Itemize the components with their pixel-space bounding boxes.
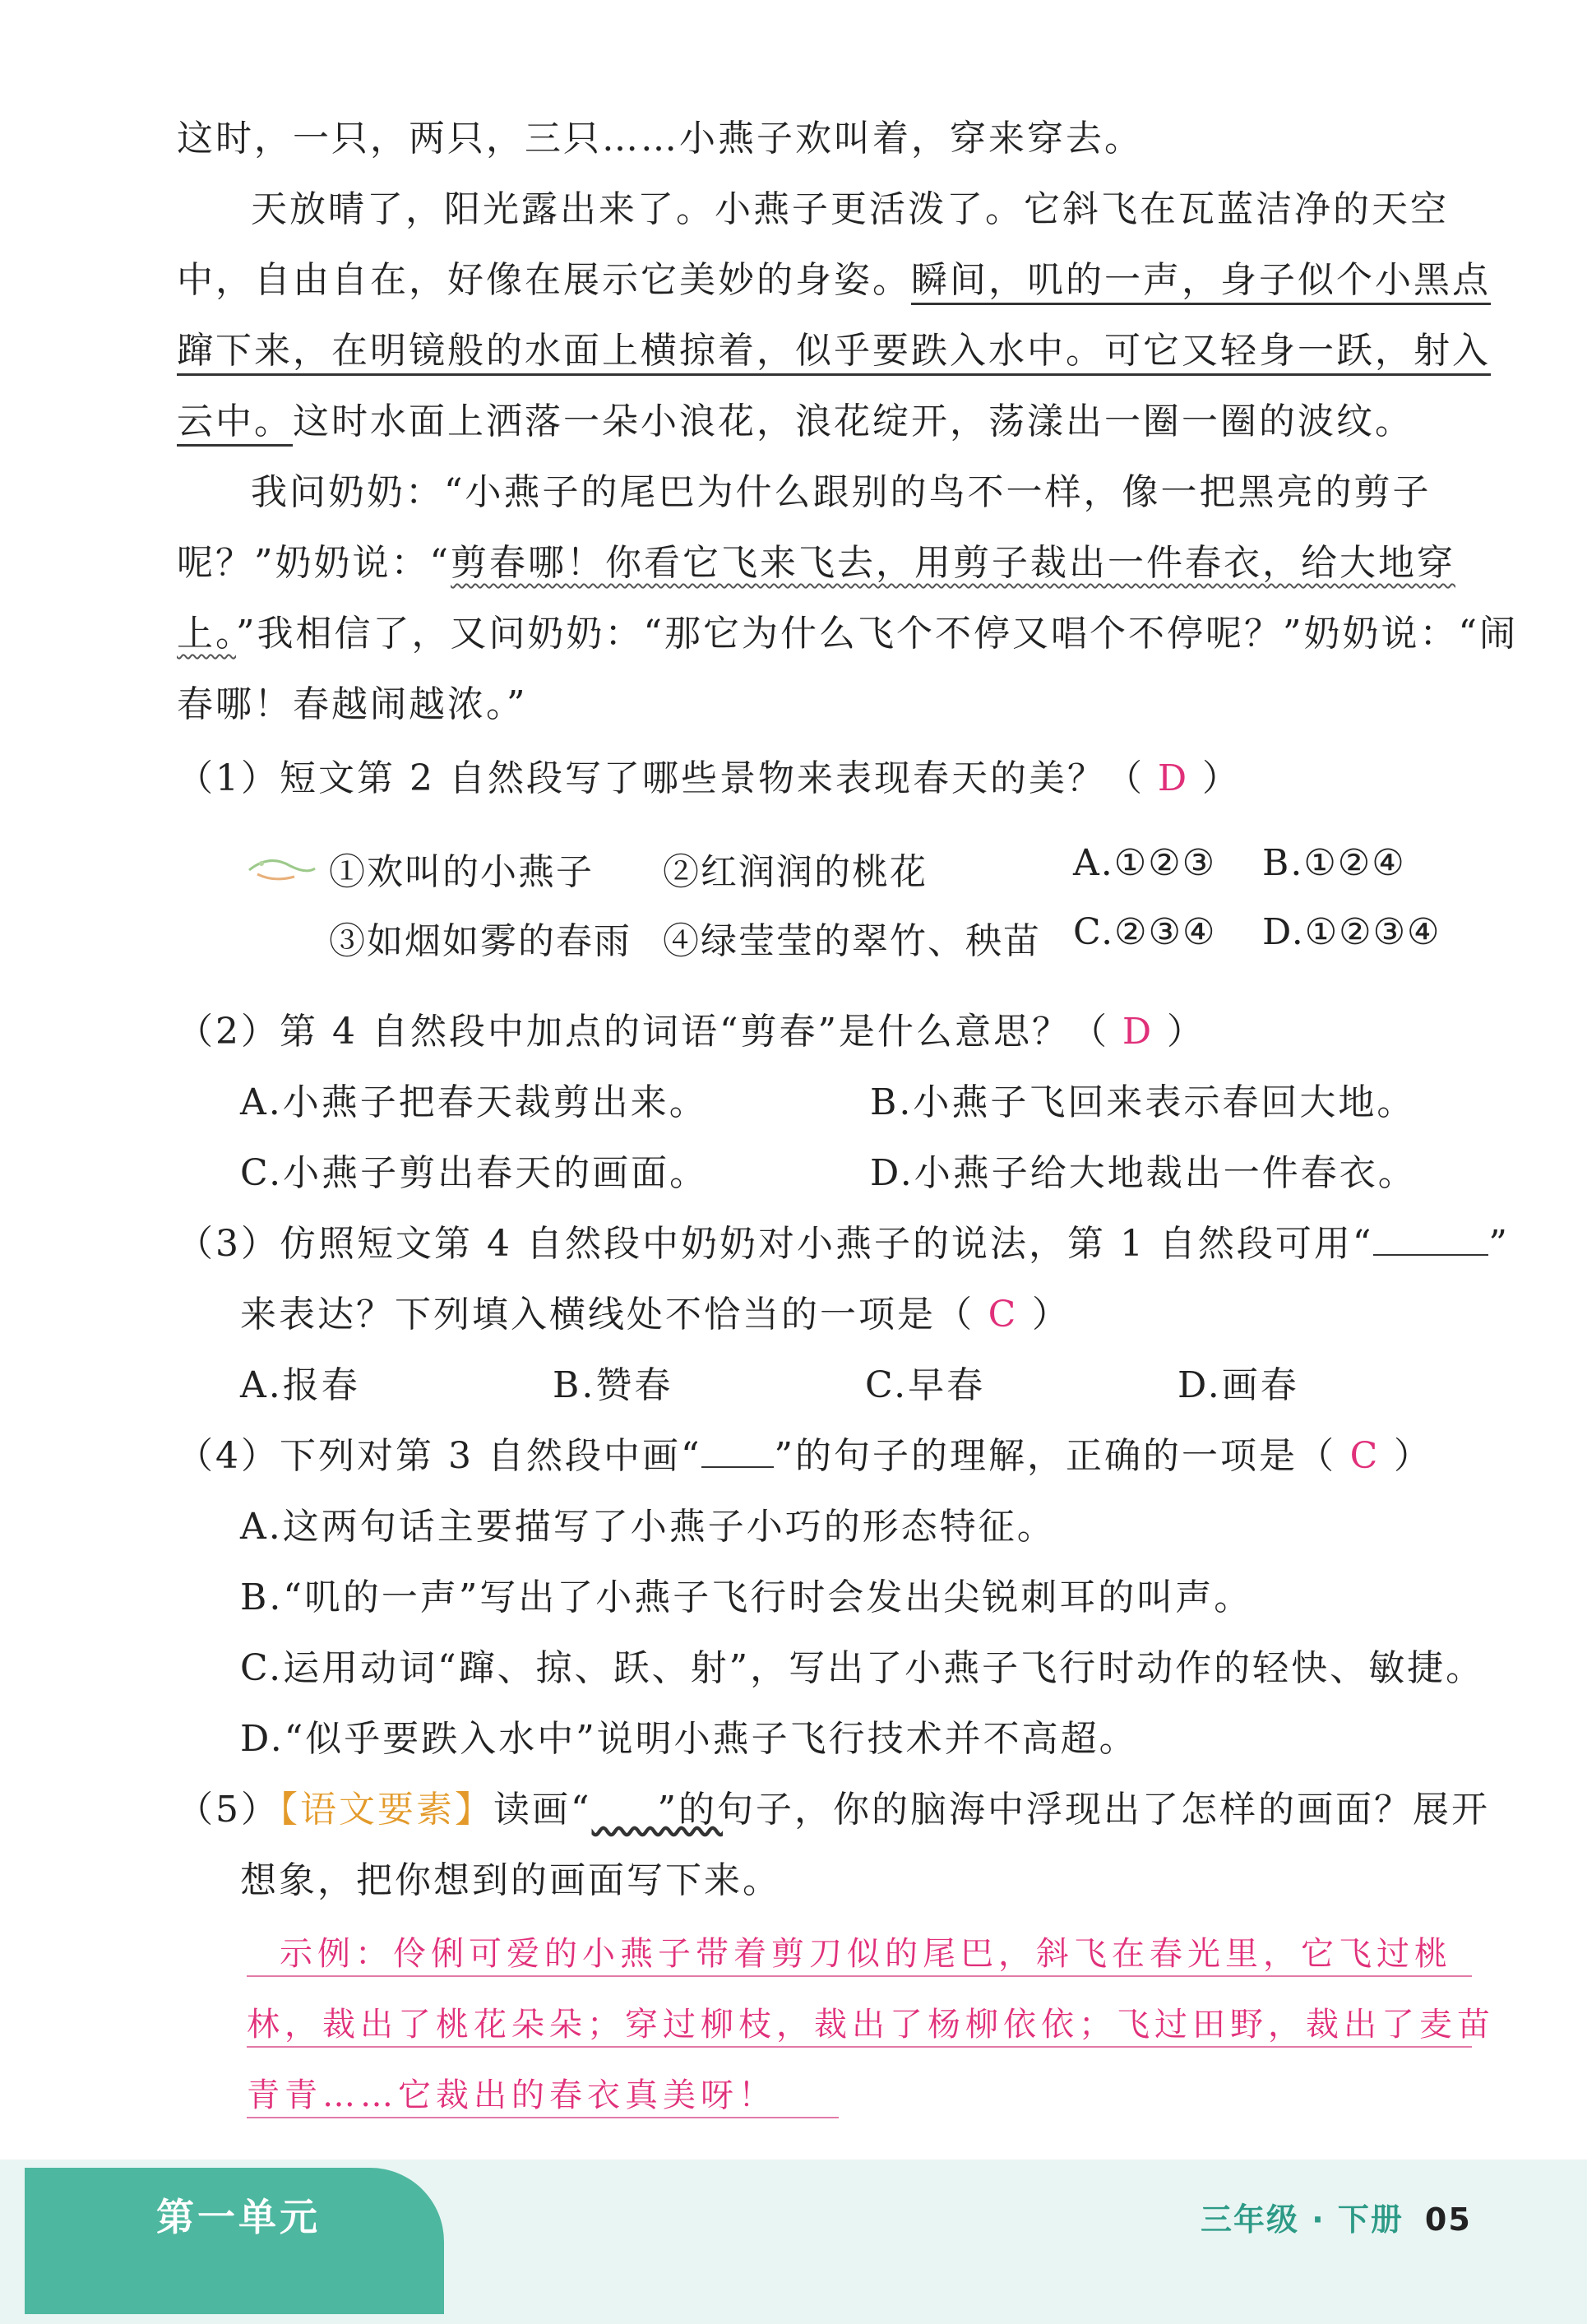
choice-d: D.画春 [1178,1364,1299,1406]
passage-line [177,533,1455,586]
passage-text: 春哪！春越闹越浓。” [177,683,528,725]
answer-mark: C [1349,1435,1381,1477]
question-4: （4）下列对第 3 自然段中画“ ”的句子的理解，正确的一项是（ C ） [177,1435,1432,1477]
question-stem: 来表达？下列填入横线处不恰当的一项是（ [240,1294,974,1336]
answer-rule [247,2046,1472,2048]
choice-b: B.小燕子飞回来表示春回大地。 [870,1081,1416,1123]
wavy-underlined-sentence: 上。 [177,613,236,655]
passage-line [177,391,1413,444]
passage-text: 中，自由自在，好像在展示它美妙的身姿。 [177,259,911,301]
choice-a: A.报春 [240,1364,360,1406]
question-1 [177,748,1241,801]
choice-b: B.①②④ [1262,842,1406,884]
underlined-sentence: 云中。 [177,400,293,447]
footer-info [1201,2194,1472,2239]
choice-a: A.小燕子把春天裁剪出来。 [240,1081,708,1123]
wavy-underlined-sentence: 剪春哪！你看它飞来飞去，用剪子裁出一件春衣，给大地穿 [451,542,1455,584]
grade-label: 三年级 · 下册 [1201,2201,1404,2238]
question-5-cont [240,1850,781,1903]
choice-c: C.小燕子剪出春天的画面。 [240,1152,709,1194]
leaf-doodle-icon [245,845,319,895]
q1-options-row1 [663,842,928,895]
underlined-sentence: 可它又轻身一跃，射入 [1104,330,1491,376]
question-stem: （4）下列对第 3 自然段中画“ [177,1435,702,1477]
passage-line [251,179,1449,232]
question-stem: （2）第 4 自然段中加点的词语“剪春”是什么意思？（ [177,1011,1109,1053]
fill-blank [1373,1226,1488,1256]
answer-line: 林，裁出了桃花朵朵；穿过柳枝，裁出了杨柳依依；飞过田野，裁出了麦苗 [247,2006,1495,2044]
wavy-underline-sample [592,1789,658,1831]
underline-sample [701,1438,774,1468]
passage-text: 天放晴了，阳光露出来了。小燕子更活泼了。它斜飞在瓦蓝洁净的天空 [251,188,1449,230]
passage-line [177,604,1518,656]
answer-mark: C [988,1294,1019,1336]
bracket: ） [1201,757,1241,799]
choice-a: A.①②③ [1073,842,1217,884]
answer-line: 青青……它裁出的春衣真美呀！ [247,2076,776,2114]
passage-text: 我问奶奶：“小燕子的尾巴为什么跟别的鸟不一样，像一把黑亮的剪子 [251,471,1432,513]
q1-options-row2 [663,911,1041,964]
passage-line [177,321,1491,373]
passage-text: 这时，一只，两只，三只……小燕子欢叫着，穿来穿去。 [177,118,1143,160]
passage-text: 呢？”奶奶说：“ [177,542,451,584]
q1-options-row2 [329,911,632,964]
scenery-item: ③如烟如雾的春雨 [329,920,632,962]
underlined-sentence: 蹿下来，在明镜般的水面上横掠着，似乎要跌入水中。 [177,330,1104,376]
section-tag: 【语文要素】 [280,1789,493,1831]
passage-line [251,462,1432,515]
passage-line [177,109,1143,161]
page-number: 05 [1424,2201,1472,2238]
scenery-item: ①欢叫的小燕子 [329,851,594,893]
question-stem: （3）仿照短文第 4 自然段中奶奶对小燕子的说法，第 1 自然段可用“ [177,1223,1374,1265]
question-3-cont [240,1285,1071,1337]
scenery-item: ②红润润的桃花 [663,851,928,893]
answer-line: 示例：伶俐可爱的小燕子带着剪刀似的尾巴，斜飞在春光里，它飞过桃 [280,1935,1452,1973]
question-3: （3）仿照短文第 4 自然段中奶奶对小燕子的说法，第 1 自然段可用“ ” [177,1223,1510,1265]
bracket: ） [1393,1435,1432,1477]
choice-a: A.这两句话主要描写了小燕子小巧的形态特征。 [240,1506,1056,1548]
answer-mark: D [1122,1011,1154,1053]
passage-line [177,250,1491,303]
answer-mark: D [1157,757,1190,799]
q1-option [1262,842,1406,884]
choice-d: D.小燕子给大地裁出一件春衣。 [870,1152,1417,1194]
question-stem: 读画“ [493,1789,592,1831]
answer-rule [247,2117,839,2118]
q1-option [1262,911,1441,953]
question-stem: 想象，把你想到的画面写下来。 [240,1859,781,1901]
q1-option [1073,911,1216,953]
choice-d: D.“似乎要跌入水中”说明小燕子飞行技术并不高超。 [240,1718,1138,1760]
choice-b: B.赞春 [553,1364,673,1406]
passage-line [177,674,528,727]
underlined-sentence: 瞬间，叽的一声，身子似个小黑点 [911,259,1491,305]
question-2 [177,1002,1205,1054]
choice-c: C.早春 [865,1364,986,1406]
unit-title: 第一单元 [156,2195,321,2239]
choice-c: C.运用动词“蹿、掠、跃、射”，写出了小燕子飞行时动作的轻快、敏捷。 [240,1647,1485,1689]
bracket: ） [1166,1011,1205,1053]
choice-d: D.①②③④ [1262,911,1441,953]
passage-text: 这时水面上洒落一朵小浪花，浪花绽开，荡漾出一圈一圈的波纹。 [293,400,1413,442]
scenery-item: ④绿莹莹的翠竹、秧苗 [663,920,1041,962]
passage-text: ”我相信了，又问奶奶：“那它为什么飞个不停又唱个不停呢？”奶奶说：“闹 [236,613,1518,655]
question-stem: （1）短文第 2 自然段写了哪些景物来表现春天的美？（ [177,757,1145,799]
q1-option [1073,842,1216,884]
choice-b: B.“叽的一声”写出了小燕子飞行时会发出尖锐刺耳的叫声。 [240,1576,1253,1618]
question-5: （5）【语文要素】读画“ ”的句子，你的脑海中浮现出了怎样的画面？展开 [177,1789,1490,1831]
bracket: ） [1032,1294,1071,1336]
answer-rule [247,1975,1472,1977]
choice-c: C.②③④ [1073,911,1217,953]
q1-options-row1 [329,842,594,895]
